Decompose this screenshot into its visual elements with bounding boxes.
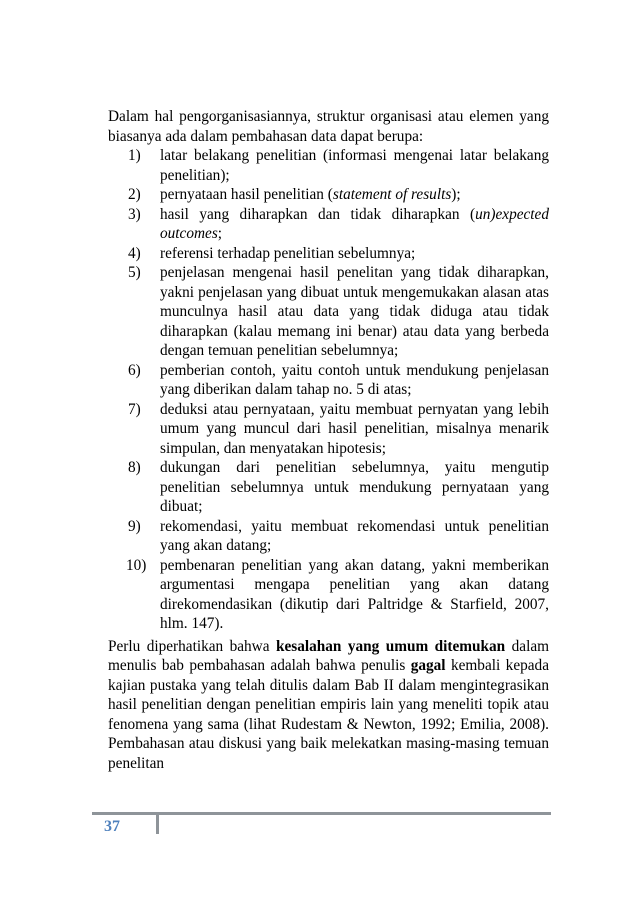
list-item: 7) deduksi atau pernyataan, yaitu membuat pernyatan yang lebih umum yang muncul dari hasil penelitian, misalnya menarik simpulan, dan menyatakan hipotesis; <box>128 400 549 457</box>
list-item: 1) latar belakang penelitian (informasi mengenai latar belakang penelitian); <box>128 147 549 184</box>
footer-divider <box>156 815 159 834</box>
footer-rule <box>92 812 551 815</box>
list-item: 3) hasil yang diharapkan dan tidak diharapkan (un)expected outcomes; <box>128 205 549 242</box>
organization-list <box>108 146 549 634</box>
intro-paragraph: Dalam hal pengorganisasiannya, struktur organisasi atau elemen yang biasanya ada dalam pembahasan data dapat berupa: <box>108 108 549 145</box>
list-item: 8) dukungan dari penelitian sebelumnya, yaitu mengutip penelitian sebelumnya untuk mendukung pernyataan yang dibuat; <box>128 459 549 515</box>
list-item: 5) penjelasan mengenai hasil penelitan yang tidak diharapkan, yakni penjelasan yang dibuat untuk mengemukakan alasan atas munculnya hasil atau data yang tidak diduga atau tidak diharapkan (kalau memang ini benar) atau data yang berbeda dengan temuan penelitian sebelumnya; <box>128 264 549 359</box>
page-number: 37 <box>104 818 120 835</box>
body-text <box>108 107 549 773</box>
list-item: 10) pembenaran penelitian yang akan datang, yakni memberikan argumentasi mengapa penelitian yang akan datang direkomendasikan (dikutip dari Paltridge & Starfield, 2007, hlm. 147). <box>126 556 549 632</box>
list-item: 6) pemberian contoh, yaitu contoh untuk mendukung penjelasan yang diberikan dalam tahap no. 5 di atas; <box>128 361 549 398</box>
closing-paragraph: Perlu diperhatikan bahwa kesalahan yang umum ditemukan dalam menulis bab pembahasan adalah bahwa penulis gagal kembali kepada kajian pustaka yang telah ditulis dalam Bab II dalam mengintegrasikan hasil penelitian dengan penelitian empiris lain yang meneliti topik atau fenomena yang sama (lihat Rudestam & Newton, 1992; Emilia, 2008). Pembahasan atau diskusi yang baik melekatkan masing-masing temuan penelitan <box>108 637 550 772</box>
list-item: 4) referensi terhadap penelitian sebelumnya; <box>128 244 416 262</box>
list-item: 9) rekomendasi, yaitu membuat rekomendasi untuk penelitian yang akan datang; <box>128 517 549 554</box>
list-item: 2) pernyataan hasil penelitian (statement of results); <box>128 186 461 203</box>
